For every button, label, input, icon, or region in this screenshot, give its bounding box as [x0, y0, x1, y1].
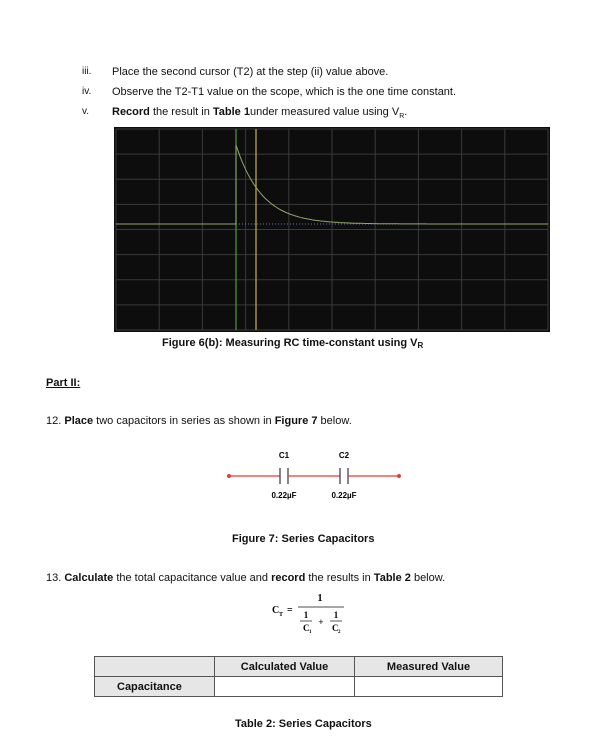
measured-value-cell[interactable] [355, 677, 503, 697]
table-2-caption: Table 2: Series Capacitors [235, 718, 372, 730]
table-row [95, 677, 503, 697]
step-text [112, 106, 407, 120]
bold-text: Figure 7 [274, 415, 318, 427]
formula-lhs: C [272, 605, 280, 616]
series-capacitor-circuit [224, 448, 404, 504]
text: two capacitors in series as shown in [93, 415, 275, 427]
step-iv [78, 86, 578, 106]
bold-text: record [271, 572, 306, 584]
step-v [78, 106, 578, 126]
formula-equals: = [287, 605, 293, 616]
subscript: R [417, 341, 424, 350]
c2-label: C2 [338, 451, 350, 460]
fraction2-sub: 2 [338, 630, 341, 635]
bold-text: Table 1 [212, 106, 250, 118]
step-number: iv. [82, 86, 92, 97]
c1-label: C1 [278, 451, 290, 460]
c2-value: 0.22µF [331, 491, 357, 500]
series-capacitance-formula [270, 591, 360, 637]
table-header-row [95, 657, 503, 677]
terminal-right [397, 474, 401, 478]
fraction1-sub: 1 [309, 630, 312, 635]
step-12 [46, 415, 352, 427]
text: below. [410, 572, 446, 584]
row-label-capacitance: Capacitance [95, 677, 215, 697]
step-13 [46, 572, 445, 584]
text: the results in [305, 572, 374, 584]
figure-7-caption: Figure 7: Series Capacitors [232, 533, 375, 545]
oscilloscope-screen [114, 127, 550, 332]
step-number: v. [82, 106, 90, 117]
c1-value: 0.22µF [271, 491, 297, 500]
column-header-calculated: Calculated Value [215, 657, 355, 677]
subscript: R [399, 113, 405, 121]
step-number: 12. [46, 415, 65, 427]
bold-text: Calculate [64, 572, 114, 584]
text: . [404, 106, 408, 118]
calculated-value-cell[interactable] [215, 677, 355, 697]
formula-plus: + [318, 617, 324, 627]
step-number: 13. [46, 572, 65, 584]
text: the total capacitance value and [113, 572, 272, 584]
fraction2-numerator: 1 [333, 610, 339, 620]
part-2-heading: Part II: [46, 377, 81, 389]
series-capacitors-table [94, 656, 503, 697]
step-text: Observe the T2-T1 value on the scope, which is the one time constant. [112, 86, 457, 98]
fraction2-denominator: C [332, 623, 339, 633]
table-corner-cell [95, 657, 215, 677]
column-header-measured: Measured Value [355, 657, 503, 677]
step-iii [78, 66, 578, 86]
text: under measured value using V [249, 106, 400, 118]
bold-text: Record [112, 106, 150, 118]
caption-text: Figure 6(b): Measuring RC time-constant using V [162, 337, 418, 349]
text: the result in [149, 106, 213, 118]
bold-text: Table 2 [373, 572, 411, 584]
oscilloscope-graph [114, 127, 550, 332]
text: below. [317, 415, 352, 427]
scope-grid [116, 129, 548, 330]
fraction1-numerator: 1 [303, 610, 309, 620]
figure-6-caption [162, 337, 423, 350]
step-text: Place the second cursor (T2) at the step (ii) value above. [112, 66, 389, 78]
formula-numerator: 1 [317, 593, 323, 604]
procedure-steps [78, 66, 578, 126]
step-number: iii. [82, 66, 92, 77]
bold-text: Place [64, 415, 94, 427]
fraction1-denominator: C [303, 623, 310, 633]
formula-lhs-sub: T [279, 612, 284, 618]
